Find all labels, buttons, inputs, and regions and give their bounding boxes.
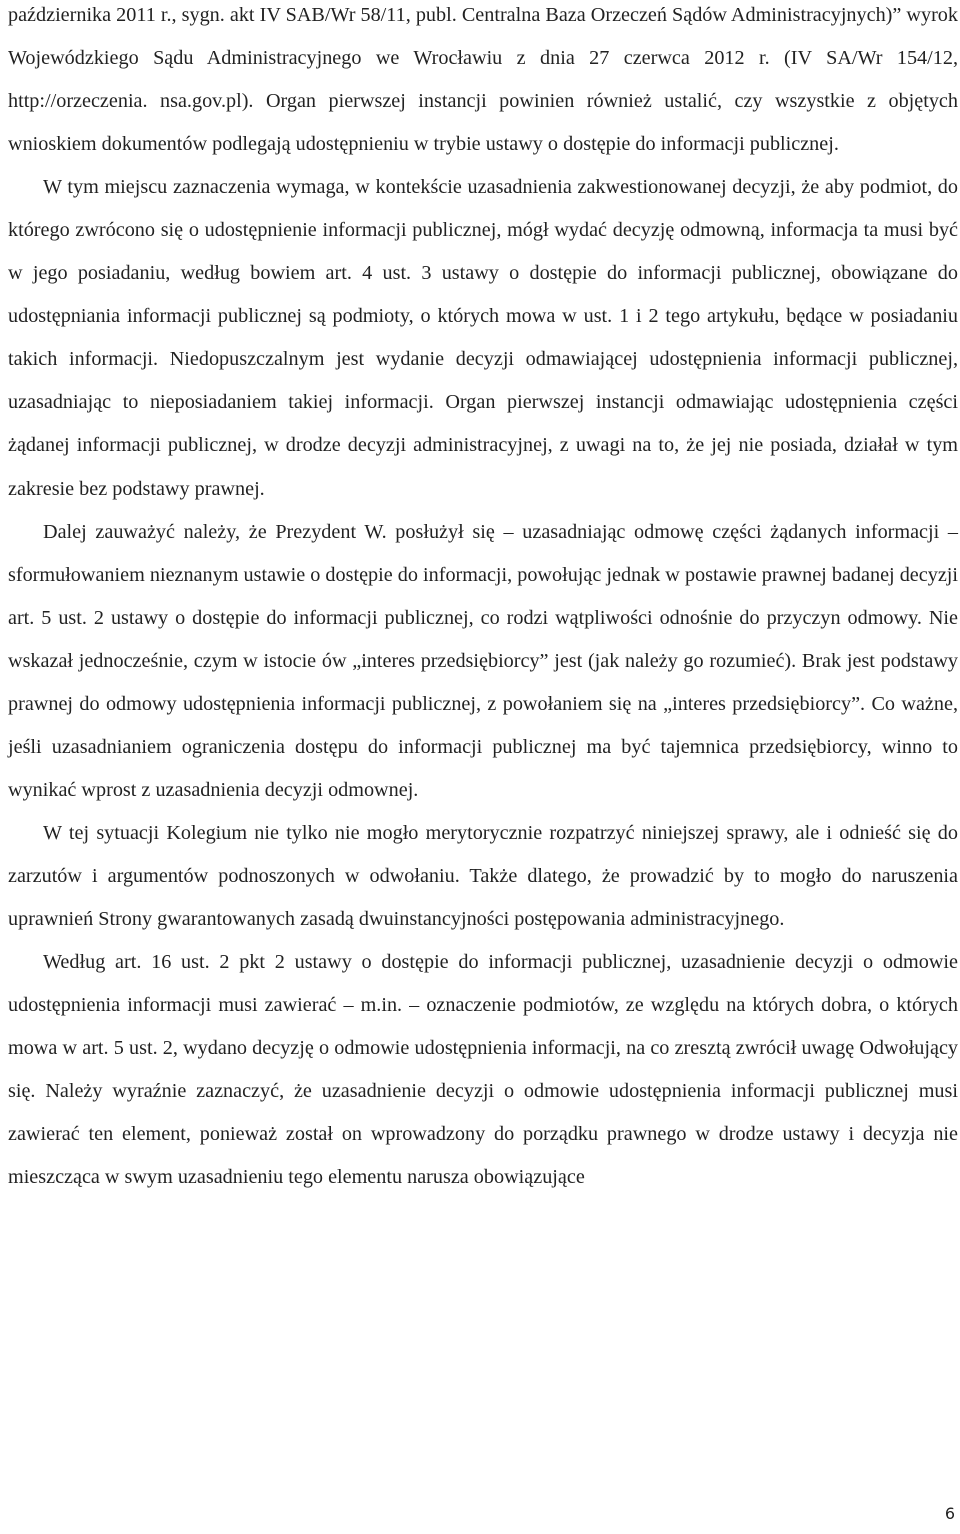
paragraph: W tym miejscu zaznaczenia wymaga, w kontekście uzasadnienia zakwestionowanej decyzji, że aby podmiot, do którego zwrócono się o udostępnienie informacji publicznej, mógł wydać decyzję odmowną, informacja ta musi być w jego posiadaniu, według bowiem art. 4 ust. 3 ustawy o dostępie do informacji publicznej, obowiązane do udostępniania informacji publicznej są podmioty, o których mowa w ust. 1 i 2 tego artykułu, będące w posiadaniu takich informacji. Niedopuszczalnym jest wydanie decyzji odmawiającej udostępnienia informacji publicznej, uzasadniając to nieposiadaniem takiej informacji. Organ pierwszej instancji odmawiając udostępnienia części żądanej informacji publicznej, w drodze decyzji administracyjnej, z uwagi na to, że jej nie posiada, działał w tym zakresie bez podstawy prawnej. bbox=[8, 176, 958, 500]
paragraph: Dalej zauważyć należy, że Prezydent W. posłużył się – uzasadniając odmowę części żądanych informacji – sformułowaniem nieznanym ustawie o dostępie do informacji, powołując jednak w postawie prawnej badanej decyzji art. 5 ust. 2 ustawy o dostępie do informacji publicznej, co rodzi wątpliwości odnośnie do przyczyn odmowy. Nie wskazał jednocześnie, czym w istocie ów „interes przedsiębiorcy” jest (jak należy go rozumieć). Brak jest podstawy prawnej do odmowy udostępnienia informacji publicznej, z powołaniem się na „interes przedsiębiorcy”. Co ważne, jeśli uzasadnianiem ograniczenia dostępu do informacji publicznej ma być tajemnica przedsiębiorcy, winno to wynikać wprost z uzasadnienia decyzji odmownej. bbox=[8, 520, 958, 801]
document-page bbox=[8, 0, 958, 1199]
paragraph: Według art. 16 ust. 2 pkt 2 ustawy o dostępie do informacji publicznej, uzasadnienie decyzji o odmowie udostępnienia informacji musi zawierać – m.in. – oznaczenie podmiotów, ze względu na których dobra, o których mowa w art. 5 ust. 2, wydano decyzję o odmowie udostępnienia informacji, na co zresztą zwrócił uwagę Odwołujący się. Należy wyraźnie zaznaczyć, że uzasadnienie decyzji o odmowie udostępnienia informacji publicznej musi zawierać ten element, ponieważ został on wprowadzony do porządku prawnego w drodze ustawy i decyzja nie mieszcząca w swym uzasadnieniu tego elementu narusza obowiązujące bbox=[8, 951, 958, 1189]
paragraph-continuation: października 2011 r., sygn. akt IV SAB/Wr 58/11, publ. Centralna Baza Orzeczeń Sądów Administracyjnych)” wyrok Wojewódzkiego Sądu Administracyjnego we Wrocławiu z dnia 27 czerwca 2012 r. (IV SA/Wr 154/12, http://orzeczenia. nsa.gov.pl). Organ pierwszej instancji powinien również ustalić, czy wszystkie z objętych wnioskiem dokumentów podlegają udostępnieniu w trybie ustawy o dostępie do informacji publicznej. bbox=[8, 4, 958, 156]
page-number: 6 bbox=[944, 1504, 955, 1523]
paragraph: W tej sytuacji Kolegium nie tylko nie mogło merytorycznie rozpatrzyć niniejszej sprawy, ale i odnieść się do zarzutów i argumentów podnoszonych w odwołaniu. Także dlatego, że prowadzić by to mogło do naruszenia uprawnień Strony gwarantowanych zasadą dwuinstancyjności postępowania administracyjnego. bbox=[8, 821, 958, 930]
